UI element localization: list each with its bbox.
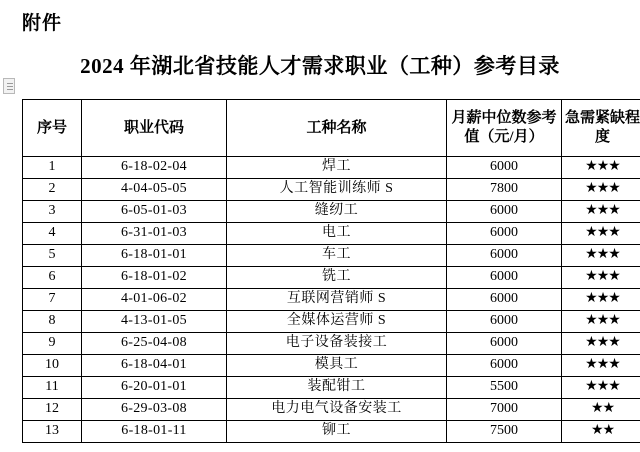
- cell-urgency: ★★: [562, 421, 640, 443]
- cell-urgency: ★★★: [562, 245, 640, 267]
- cell-code: 4-01-06-02: [82, 289, 227, 311]
- cell-name: 电工: [227, 223, 447, 245]
- cell-code: 6-20-01-01: [82, 377, 227, 399]
- cell-index: 10: [23, 355, 82, 377]
- gutter-line: [7, 86, 13, 87]
- cell-index: 8: [23, 311, 82, 333]
- gutter-line: [7, 83, 13, 84]
- cell-code: 4-13-01-05: [82, 311, 227, 333]
- cell-name: 装配钳工: [227, 377, 447, 399]
- table-row: [23, 377, 640, 399]
- table-row: [23, 289, 640, 311]
- cell-salary: 6000: [447, 157, 562, 179]
- cell-urgency: ★★★: [562, 267, 640, 289]
- table-row: [23, 157, 640, 179]
- cell-code: 6-25-04-08: [82, 333, 227, 355]
- cell-salary: 6000: [447, 267, 562, 289]
- cell-urgency: ★★★: [562, 377, 640, 399]
- cell-name: 缝纫工: [227, 201, 447, 223]
- column-header-salary: 月薪中位数参考值（元/月）: [447, 100, 562, 157]
- cell-salary: 7500: [447, 421, 562, 443]
- cell-salary: 6000: [447, 223, 562, 245]
- cell-name: 模具工: [227, 355, 447, 377]
- cell-salary: 6000: [447, 333, 562, 355]
- cell-name: 车工: [227, 245, 447, 267]
- cell-urgency: ★★★: [562, 223, 640, 245]
- cell-salary: 6000: [447, 245, 562, 267]
- table-header-row: [23, 100, 640, 157]
- table-row: [23, 245, 640, 267]
- cell-name: 互联网营销师 S: [227, 289, 447, 311]
- gutter-line: [7, 89, 13, 90]
- cell-code: 6-18-04-01: [82, 355, 227, 377]
- cell-index: 9: [23, 333, 82, 355]
- cell-index: 4: [23, 223, 82, 245]
- table-row: [23, 421, 640, 443]
- cell-urgency: ★★★: [562, 311, 640, 333]
- cell-salary: 7800: [447, 179, 562, 201]
- occupation-catalog-table: [22, 99, 640, 443]
- cell-code: 4-04-05-05: [82, 179, 227, 201]
- cell-name: 电力电气设备安装工: [227, 399, 447, 421]
- cell-name: 铆工: [227, 421, 447, 443]
- cell-index: 5: [23, 245, 82, 267]
- cell-urgency: ★★★: [562, 289, 640, 311]
- cell-code: 6-18-01-01: [82, 245, 227, 267]
- cell-index: 7: [23, 289, 82, 311]
- cell-salary: 7000: [447, 399, 562, 421]
- table-body: [23, 157, 640, 443]
- cell-urgency: ★★★: [562, 333, 640, 355]
- cell-urgency: ★★★: [562, 157, 640, 179]
- cell-name: 焊工: [227, 157, 447, 179]
- column-header-code: 职业代码: [82, 100, 227, 157]
- table-row: [23, 355, 640, 377]
- cell-code: 6-31-01-03: [82, 223, 227, 245]
- cell-urgency: ★★★: [562, 201, 640, 223]
- cell-salary: 6000: [447, 201, 562, 223]
- cell-salary: 6000: [447, 355, 562, 377]
- cell-salary: 5500: [447, 377, 562, 399]
- column-header-index: 序号: [23, 100, 82, 157]
- cell-code: 6-18-01-02: [82, 267, 227, 289]
- cell-name: 电子设备装接工: [227, 333, 447, 355]
- table-header: [23, 100, 640, 157]
- page-title: 2024 年湖北省技能人才需求职业（工种）参考目录: [80, 54, 560, 78]
- cell-urgency: ★★: [562, 399, 640, 421]
- cell-index: 2: [23, 179, 82, 201]
- cell-urgency: ★★★: [562, 355, 640, 377]
- table-row: [23, 223, 640, 245]
- cell-name: 铣工: [227, 267, 447, 289]
- table-row: [23, 311, 640, 333]
- cell-urgency: ★★★: [562, 179, 640, 201]
- attachment-label: 附件: [22, 13, 63, 34]
- cell-name: 全媒体运营师 S: [227, 311, 447, 333]
- table-row: [23, 201, 640, 223]
- table-row: [23, 333, 640, 355]
- cell-index: 12: [23, 399, 82, 421]
- page-gutter-handle[interactable]: [3, 78, 15, 94]
- cell-name: 人工智能训练师 S: [227, 179, 447, 201]
- cell-index: 11: [23, 377, 82, 399]
- cell-index: 13: [23, 421, 82, 443]
- column-header-name: 工种名称: [227, 100, 447, 157]
- table-row: [23, 267, 640, 289]
- cell-index: 1: [23, 157, 82, 179]
- table-row: [23, 179, 640, 201]
- cell-index: 6: [23, 267, 82, 289]
- cell-code: 6-29-03-08: [82, 399, 227, 421]
- column-header-urgency: 急需紧缺程度: [562, 100, 640, 157]
- table-row: [23, 399, 640, 421]
- cell-index: 3: [23, 201, 82, 223]
- cell-code: 6-18-01-11: [82, 421, 227, 443]
- cell-salary: 6000: [447, 311, 562, 333]
- cell-code: 6-05-01-03: [82, 201, 227, 223]
- cell-code: 6-18-02-04: [82, 157, 227, 179]
- cell-salary: 6000: [447, 289, 562, 311]
